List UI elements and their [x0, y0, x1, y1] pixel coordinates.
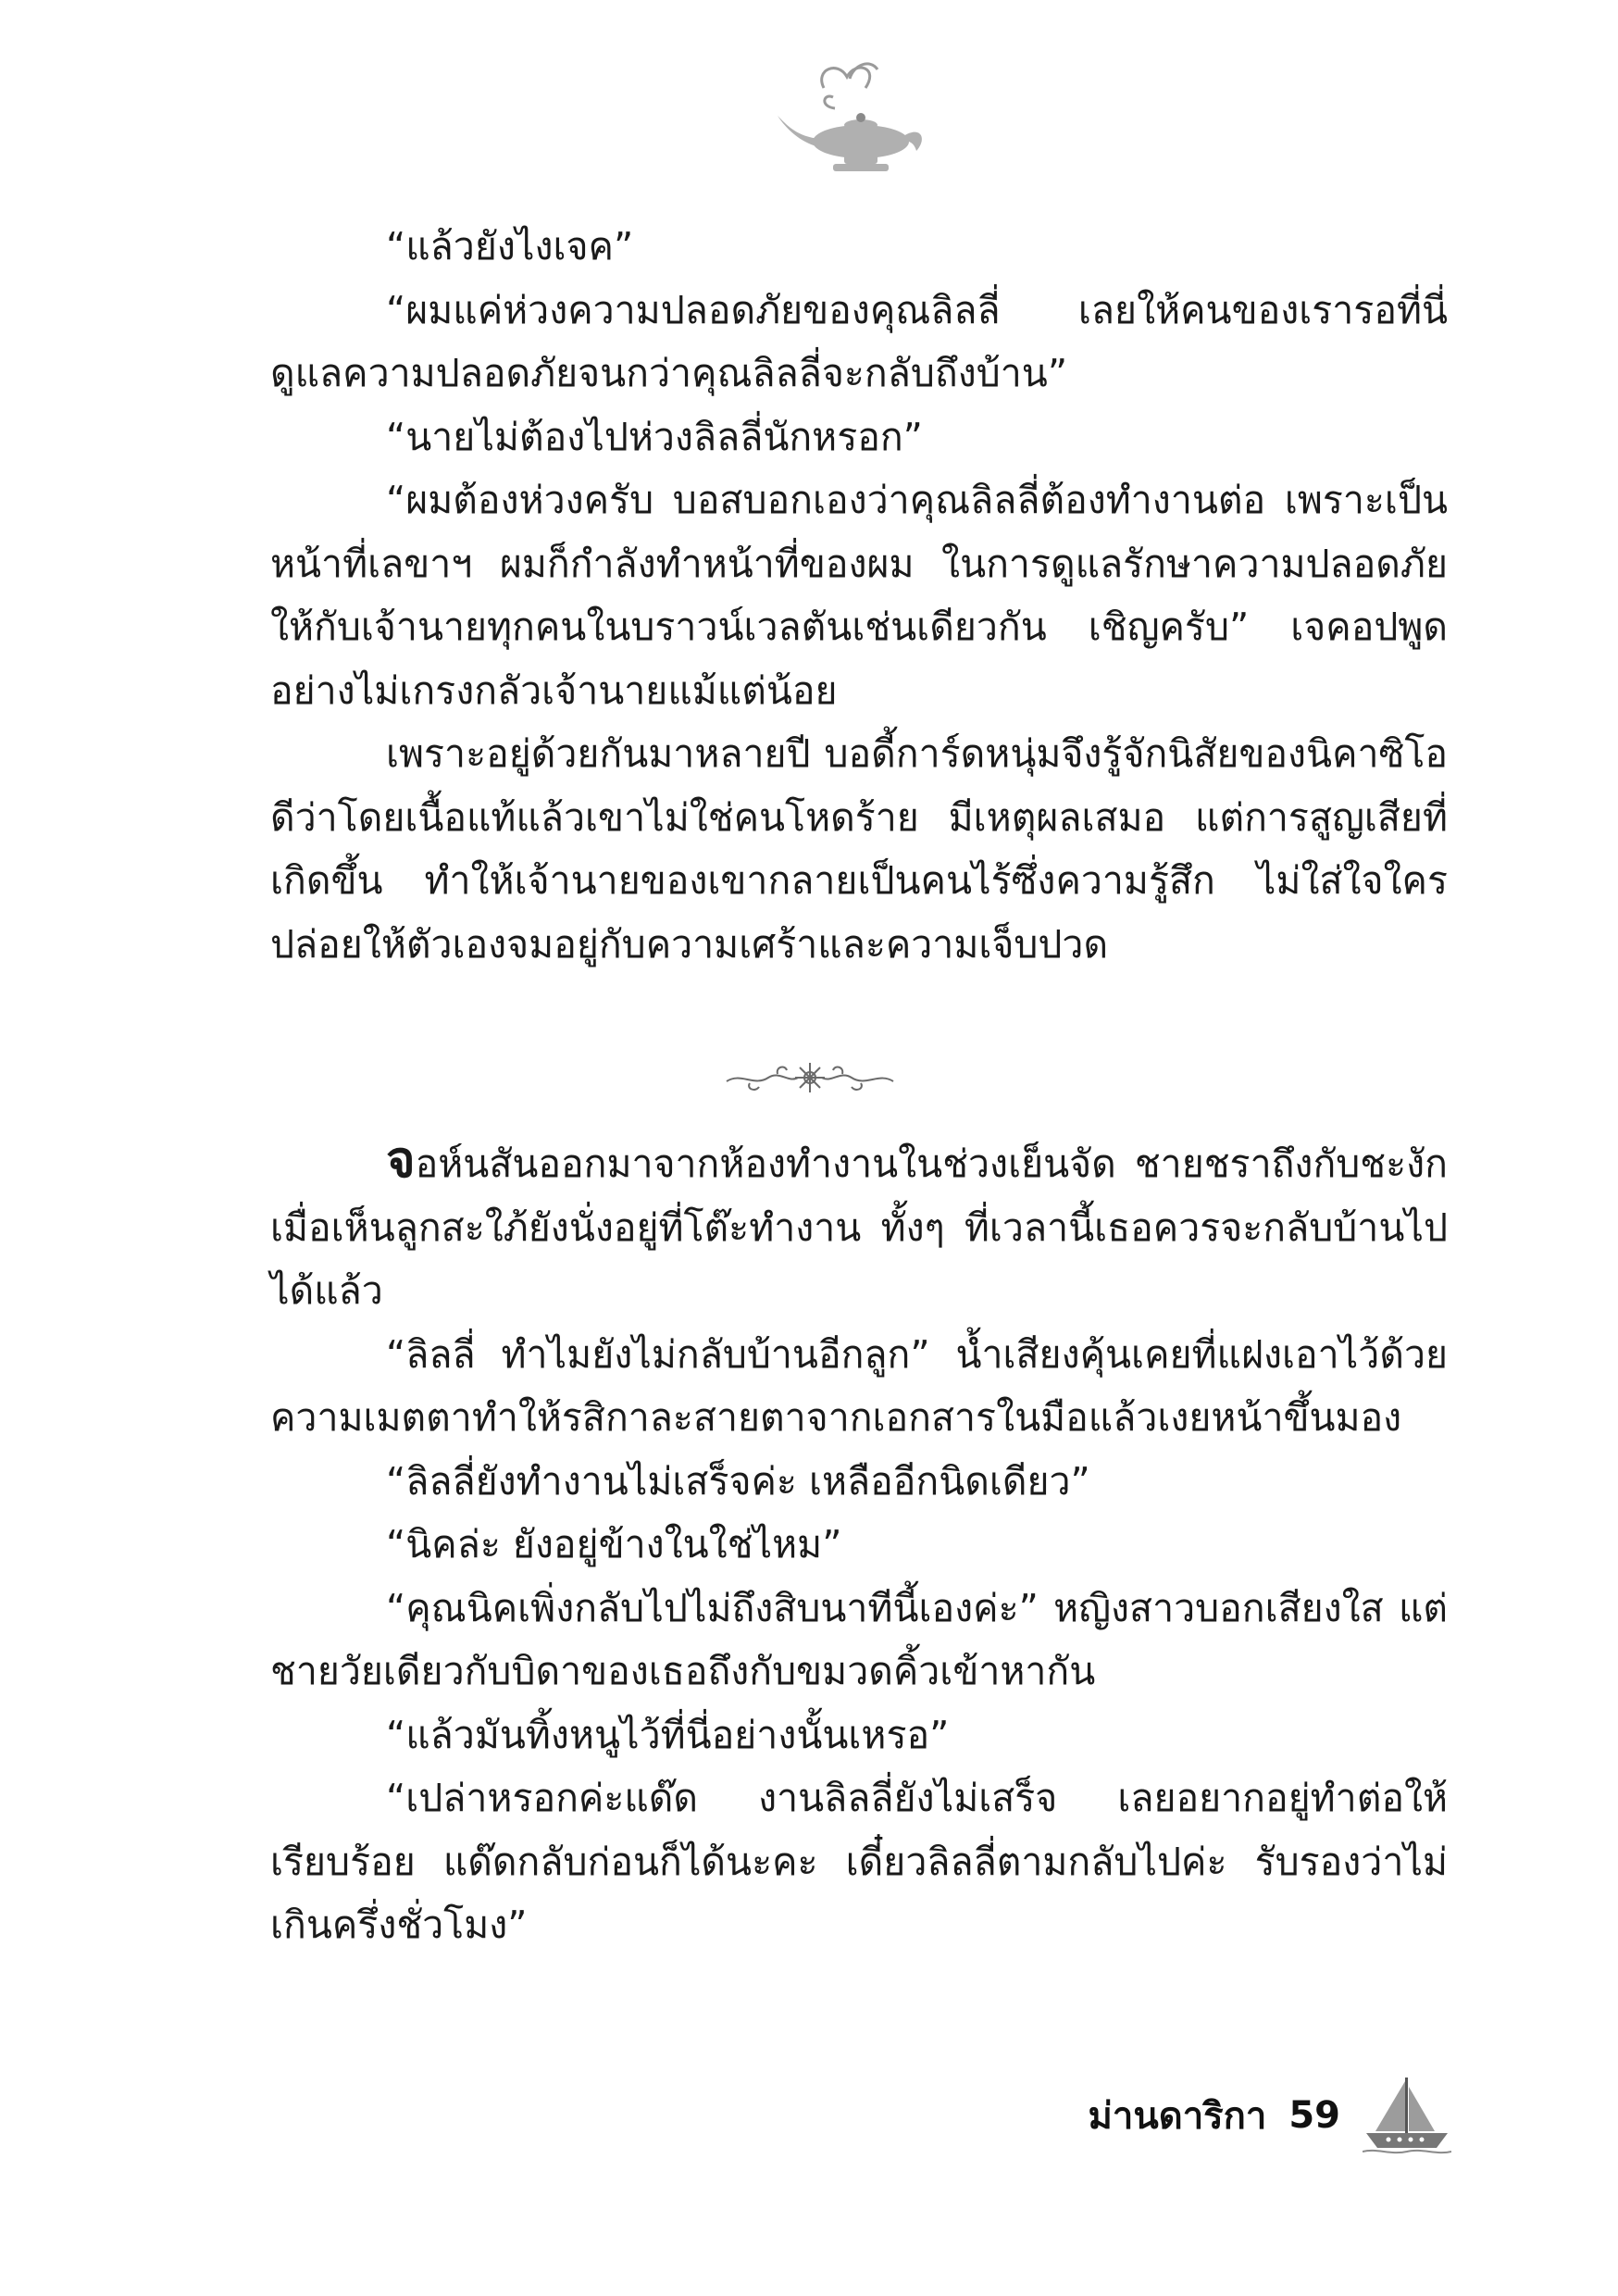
- paragraph: “ผมต้องห่วงครับ บอสบอกเองว่าคุณลิลลี่ต้องทำงานต่อ เพราะเป็นหน้าที่เลขาฯ ผมก็กำลังทำหน้าที่ของผม ในการดูแลรักษาความปลอดภัยให้กับเจ้านายทุกคนในบราวน์เวลตันเช่นเดียวกัน เชิญครับ” เจคอปพูดอย่างไม่เกรงกลัวเจ้านายแม้แต่น้อย: [270, 478, 1448, 713]
- book-title: ม่านดาริกา: [1088, 2095, 1267, 2138]
- paragraph: “แล้วยังไงเจค”: [386, 224, 634, 268]
- text-block-top: [270, 215, 1448, 976]
- paragraph: “แล้วมันทิ้งหนูไว้ที่นี่อย่างนั้นเหรอ”: [386, 1712, 950, 1757]
- sailboat-icon: [1363, 2074, 1451, 2157]
- page-number: 59: [1288, 2094, 1340, 2137]
- paragraph: “คุณนิคเพิ่งกลับไปไม่ถึงสิบนาทีนี้เองค่ะ” หญิงสาวบอกเสียงใส แต่ชายวัยเดียวกับบิดาของเธอถึงกับขมวดคิ้วเข้าหากัน: [270, 1585, 1448, 1693]
- paragraph: “ลิลลี่ ทำไมยังไม่กลับบ้านอีกลูก” น้ำเสียงคุ้นเคยที่แฝงเอาไว้ด้วยความเมตตาทำให้รสิกาละสายตาจากเอกสารในมือแล้วเงยหน้าขึ้นมอง: [270, 1331, 1448, 1440]
- dropcap-paragraph-text: อห์นสันออกมาจากห้องทำงานในช่วงเย็นจัด ชายชราถึงกับชะงักเมื่อเห็นลูกสะใภ้ยังนั่งอยู่ที่โต๊ะทำงาน ทั้งๆ ที่เวลานี้เธอควรจะกลับบ้านไปได้แล้ว: [270, 1142, 1448, 1313]
- floral-divider-icon: [722, 1055, 898, 1102]
- dropcap-paragraph: [270, 1132, 1448, 1323]
- paragraph: “เปล่าหรอกค่ะแด๊ด งานลิลลี่ยังไม่เสร็จ เลยอยากอยู่ทำต่อให้เรียบร้อย แด๊ดกลับก่อนก็ได้นะคะ เดี๋ยวลิลลี่ตามกลับไปค่ะ รับรองว่าไม่เกินครึ่งชั่วโมง”: [270, 1776, 1448, 1947]
- page-footer: [1089, 2078, 1451, 2152]
- paragraph: “ผมแค่ห่วงความปลอดภัยของคุณลิลลี่ เลยให้คนของเรารอที่นี่ดูแลความปลอดภัยจนกว่าคุณลิลลี่จะกลับถึงบ้าน”: [270, 287, 1448, 395]
- paragraph: “ลิลลี่ยังทำงานไม่เสร็จค่ะ เหลืออีกนิดเดียว”: [386, 1458, 1090, 1504]
- text-block-bottom: [270, 1132, 1448, 1957]
- paragraph: “นิคล่ะ ยังอยู่ข้างในใช่ไหม”: [386, 1522, 842, 1566]
- genie-lamp-icon: [768, 51, 935, 181]
- paragraph: “นายไม่ต้องไปห่วงลิลลี่นักหรอก”: [386, 414, 923, 459]
- dropcap-letter: จ: [386, 1130, 416, 1189]
- paragraph: เพราะอยู่ด้วยกันมาหลายปี บอดี้การ์ดหนุ่มจึงรู้จักนิสัยของนิคาซิโอดีว่าโดยเนื้อแท้แล้วเขาไม่ใช่คนโหดร้าย มีเหตุผลเสมอ แต่การสูญเสียที่เกิดขึ้น ทำให้เจ้านายของเขากลายเป็นคนไร้ซึ่งความรู้สึก ไม่ใส่ใจใครปล่อยให้ตัวเองจมอยู่กับความเศร้าและความเจ็บปวด: [270, 731, 1448, 967]
